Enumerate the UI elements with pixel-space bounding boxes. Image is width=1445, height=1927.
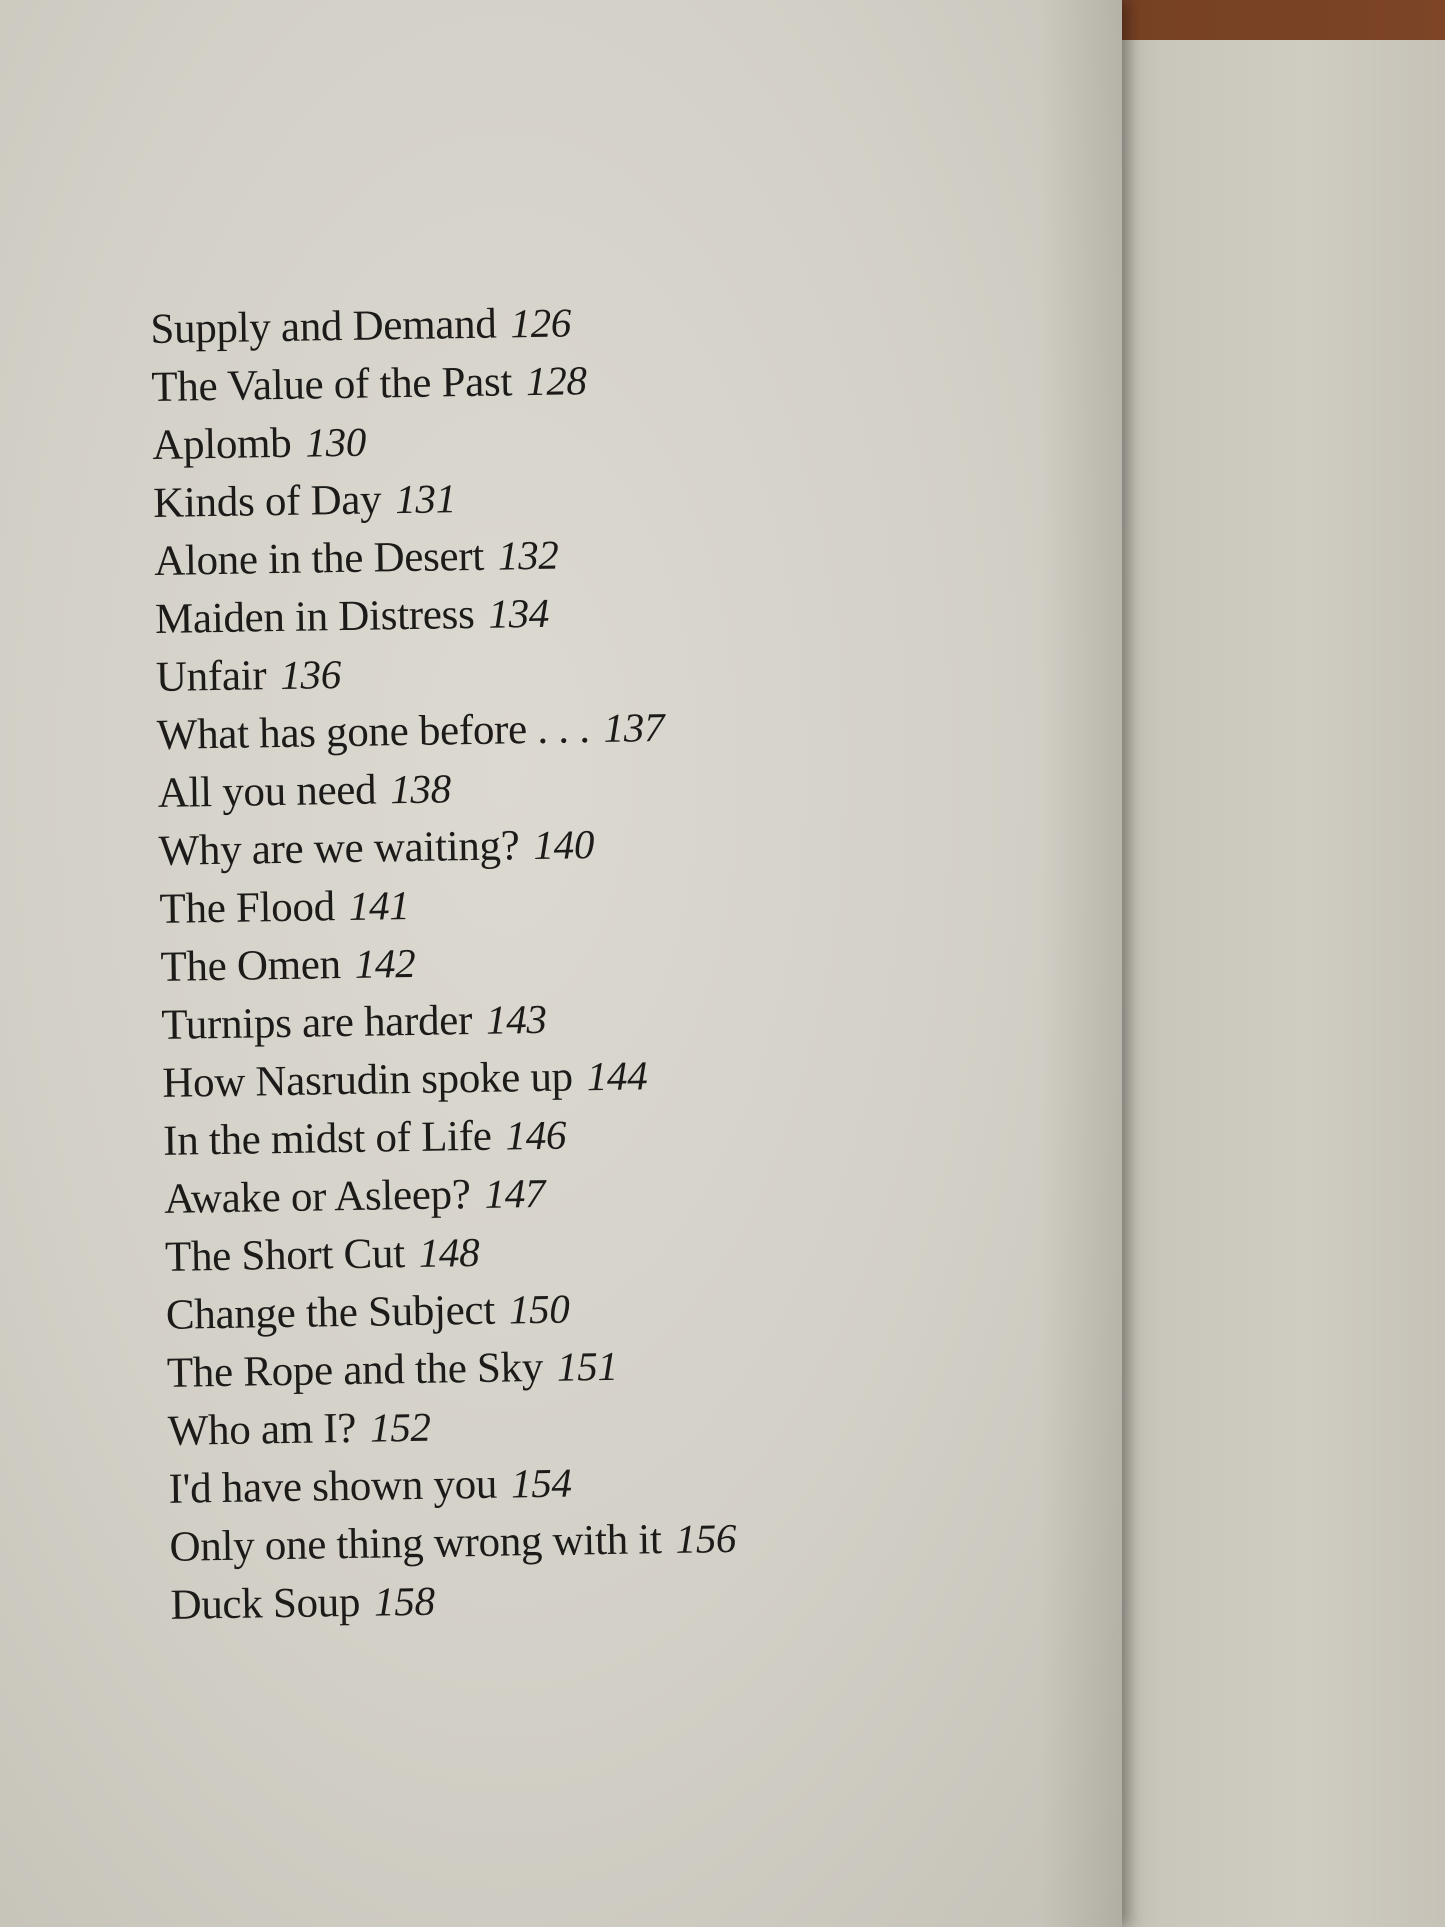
entry-title: The Rope and the Sky xyxy=(166,1343,544,1397)
entry-page-number: 134 xyxy=(488,589,550,637)
entry-page-number: 126 xyxy=(510,299,572,347)
entry-title: Unfair xyxy=(155,652,267,701)
entry-title: Alone in the Desert xyxy=(153,532,485,585)
entry-page-number: 154 xyxy=(510,1459,572,1507)
entry-title: In the midst of Life xyxy=(162,1112,492,1165)
entry-page-number: 130 xyxy=(305,418,367,466)
entry-title: Who am I? xyxy=(167,1404,357,1455)
table-of-contents xyxy=(150,286,1071,1634)
entry-page-number: 141 xyxy=(348,882,410,929)
entry-title: The Short Cut xyxy=(164,1230,406,1281)
entry-page-number: 158 xyxy=(373,1577,436,1625)
entry-title: What has gone before . . . xyxy=(156,705,590,759)
entry-title: Awake or Asleep? xyxy=(163,1171,471,1223)
entry-page-number: 146 xyxy=(505,1111,567,1159)
entry-page-number: 142 xyxy=(354,939,416,987)
right-page xyxy=(1100,40,1445,1927)
entry-title: Supply and Demand xyxy=(150,300,497,353)
entry-title: I'd have shown you xyxy=(168,1460,498,1513)
entry-title: Maiden in Distress xyxy=(154,590,475,643)
entry-page-number: 138 xyxy=(389,765,452,813)
entry-title: The Flood xyxy=(159,883,336,933)
entry-page-number: 150 xyxy=(508,1285,570,1333)
entry-title: Kinds of Day xyxy=(152,476,382,527)
entry-page-number: 128 xyxy=(525,357,588,405)
entry-page-number: 140 xyxy=(533,821,595,869)
entry-title: How Nasrudin spoke up xyxy=(161,1053,574,1107)
entry-page-number: 143 xyxy=(485,995,547,1043)
entry-page-number: 131 xyxy=(394,475,457,523)
entry-title: Aplomb xyxy=(151,419,292,469)
entry-title: Change the Subject xyxy=(165,1286,496,1339)
entry-page-number: 148 xyxy=(418,1228,480,1276)
entry-title: Turnips are harder xyxy=(161,997,473,1049)
entry-page-number: 136 xyxy=(279,651,342,698)
entry-page-number: 152 xyxy=(369,1403,432,1451)
entry-page-number: 144 xyxy=(586,1052,648,1100)
entry-page-number: 151 xyxy=(556,1342,618,1390)
entry-title: Only one thing wrong with it xyxy=(169,1516,662,1571)
entry-page-number: 132 xyxy=(497,531,559,579)
entry-page-number: 137 xyxy=(603,703,665,751)
entry-title: Why are we waiting? xyxy=(158,822,520,875)
entry-page-number: 147 xyxy=(484,1169,546,1217)
entry-page-number: 156 xyxy=(675,1514,737,1562)
entry-title: The Omen xyxy=(160,941,342,991)
entry-title: All you need xyxy=(157,766,377,817)
entry-title: The Value of the Past xyxy=(151,358,513,411)
entry-title: Duck Soup xyxy=(170,1578,361,1629)
